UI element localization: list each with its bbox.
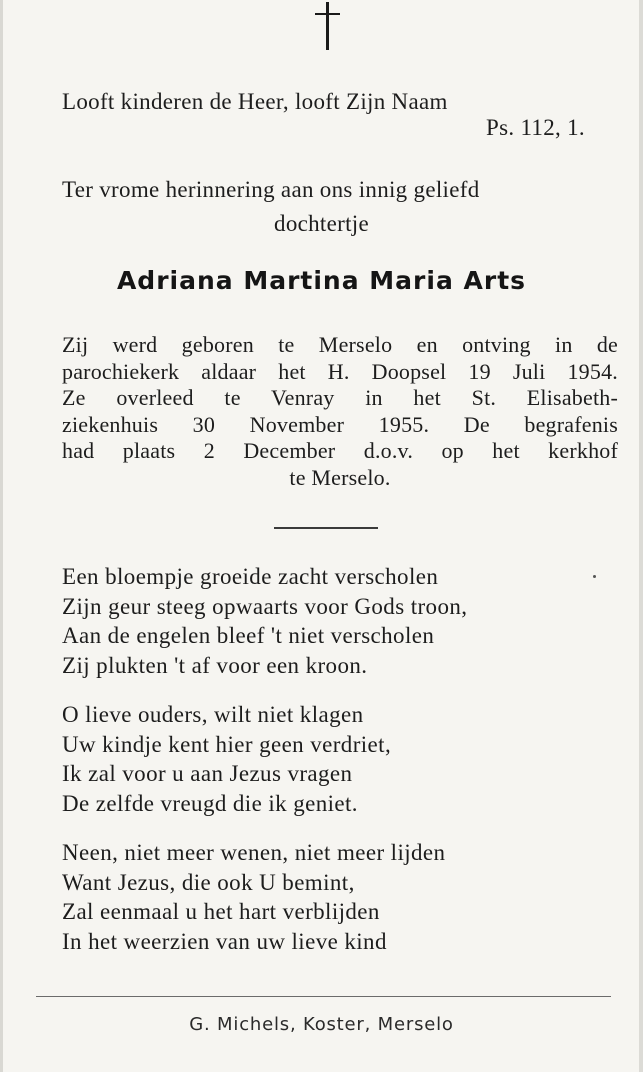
remembrance-intro-line-1: Ter vrome herinnering aan ons innig geliefd (62, 177, 480, 202)
card-edge-left (0, 0, 3, 1072)
biography-line: parochiekerk aldaar het H. Doopsel 19 Juli 1954. (62, 358, 618, 384)
verse-line: O lieve ouders, wilt niet klagen (62, 702, 364, 727)
verse-stanza-2 (62, 700, 391, 818)
biography (62, 332, 618, 491)
verse-line: De zelfde vreugd die ik geniet. (62, 790, 358, 816)
verse-line: Uw kindje kent hier geen verdriet, (62, 731, 392, 757)
psalm-reference: Ps. 112, 1. (486, 115, 585, 140)
deceased-name: Adriana Martina Maria Arts (116, 266, 527, 295)
verse-line: Een bloempje groeide zacht verscholen (62, 564, 439, 589)
biography-line: Ze overleed te Venray in het St. Elisabeth- (62, 385, 618, 410)
verse-stanza-3 (62, 838, 445, 956)
biography-line: ziekenhuis 30 November 1955. De begrafenis (62, 411, 618, 437)
remembrance-intro-line-2: dochtertje (274, 211, 369, 236)
printer-credit: G. Michels, Koster, Merselo (189, 1014, 454, 1035)
card-edge-right (639, 0, 643, 1072)
biography-line: had plaats 2 December d.o.v. op het kerkhof (62, 438, 618, 463)
biography-line: te Merselo. (289, 464, 391, 490)
verse-line: In het weerzien van uw lieve kind (62, 928, 387, 954)
verse-line: Zijn geur steeg opwaarts voor Gods troon, (62, 593, 468, 619)
verse-stanza-1 (62, 562, 467, 680)
verse-line: Ik zal voor u aan Jezus vragen (62, 761, 353, 786)
verse-line: Zal eenmaal u het hart verblijden (62, 899, 380, 924)
verse-line: Want Jezus, die ook U bemint, (62, 869, 355, 895)
scripture-motto: Looft kinderen de Heer, looft Zijn Naam (62, 89, 448, 114)
verse-line: Aan de engelen bleef 't niet verscholen (62, 623, 435, 648)
verse-line: Zij plukten 't af voor een kroon. (62, 652, 368, 678)
print-speck (593, 575, 596, 578)
latin-cross-icon (313, 2, 343, 52)
verse-line: Neen, niet meer wenen, niet meer lijden (62, 840, 446, 865)
footer-divider (36, 996, 611, 997)
biography-line: Zij werd geboren te Merselo en ontving in de (62, 332, 618, 357)
section-divider (274, 527, 378, 529)
